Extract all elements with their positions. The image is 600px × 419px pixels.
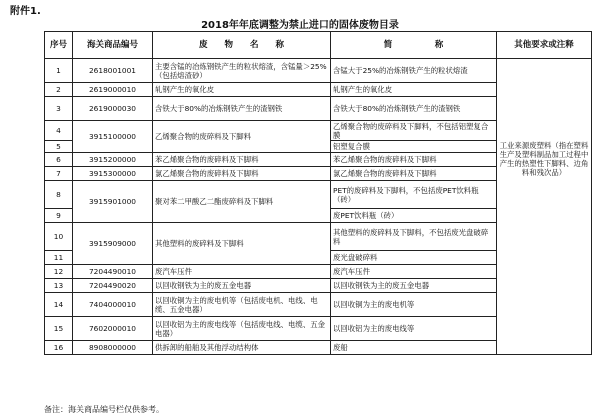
waste-catalog-table [44,31,592,355]
row-code: 3915100000 [73,121,153,153]
footnote: 备注：海关商品编号栏仅供参考。 [44,405,164,414]
row-short: 以回收铜为主的废电机等 [331,293,497,317]
row-no: 15 [45,317,73,341]
table-row [45,59,592,83]
row-code: 7602000010 [73,317,153,341]
row-short: 废PET饮料瓶（砖） [331,209,497,223]
row-code: 3915901000 [73,181,153,223]
document-title: 2018年年底调整为禁止进口的固体废物目录 [201,20,399,31]
row-short: 氯乙烯聚合物的废碎料及下脚料 [331,167,497,181]
row-short: 废船 [331,341,497,355]
row-no: 1 [45,59,73,83]
row-code: 2619000030 [73,97,153,121]
row-no: 16 [45,341,73,355]
row-code: 7404000010 [73,293,153,317]
row-name: 废汽车压件 [153,265,331,279]
col-header-no: 序号 [45,32,73,59]
row-name: 乙烯聚合物的废碎料及下脚料 [153,121,331,153]
row-name: 供拆卸的船舶及其他浮动结构体 [153,341,331,355]
table-header-row [45,32,592,59]
row-no: 12 [45,265,73,279]
row-name: 聚对苯二甲酸乙二酯废碎料及下脚料 [153,181,331,223]
row-no: 10 [45,223,73,251]
row-code: 7204490020 [73,279,153,293]
row-short: 苯乙烯聚合物的废碎料及下脚料 [331,153,497,167]
row-name: 苯乙烯聚合物的废碎料及下脚料 [153,153,331,167]
row-code: 3915909000 [73,223,153,265]
row-no: 9 [45,209,73,223]
row-name: 其他塑料的废碎料及下脚料 [153,223,331,265]
other-requirement-text: 工业来源废塑料（指在塑料生产及塑料制品加工过程中产生的热塑性下脚料、边角料和残次品） [499,140,589,177]
col-header-short: 简 称 [331,32,497,59]
row-name: 轧钢产生的氧化皮 [153,83,331,97]
other-requirement-cell [497,59,592,355]
row-short: 其他塑料的废碎料及下脚料，不包括废光盘破碎料 [331,223,497,251]
row-short: PET的废碎料及下脚料，不包括废PET饮料瓶（砖） [331,181,497,209]
row-no: 14 [45,293,73,317]
row-short: 以回收钢铁为主的废五金电器 [331,279,497,293]
row-short: 废汽车压件 [331,265,497,279]
row-no: 4 [45,121,73,141]
row-code: 2619000010 [73,83,153,97]
row-name: 以回收铜为主的废电机等（包括废电机、电线、电缆、五金电器） [153,293,331,317]
row-code: 3915200000 [73,153,153,167]
row-name: 以回收铝为主的废电线等（包括废电线、电缆、五金电器） [153,317,331,341]
row-short: 轧钢产生的氧化皮 [331,83,497,97]
row-name: 主要含锰的冶炼钢铁产生的粒状熔渣，含锰量＞25%（包括熔渣砂） [153,59,331,83]
row-no: 7 [45,167,73,181]
row-code: 8908000000 [73,341,153,355]
row-no: 6 [45,153,73,167]
row-name: 氯乙烯聚合物的废碎料及下脚料 [153,167,331,181]
row-short: 以回收铝为主的废电线等 [331,317,497,341]
row-no: 8 [45,181,73,209]
row-code: 3915300000 [73,167,153,181]
row-short: 铝塑复合膜 [331,141,497,153]
row-name: 含铁大于80%的冶炼钢铁产生的渣钢铁 [153,97,331,121]
row-short: 含铁大于80%的冶炼钢铁产生的渣钢铁 [331,97,497,121]
row-short: 废光盘破碎料 [331,251,497,265]
row-no: 13 [45,279,73,293]
row-name: 以回收钢铁为主的废五金电器 [153,279,331,293]
row-code: 2618001001 [73,59,153,83]
row-no: 3 [45,97,73,121]
col-header-other: 其他要求或注释 [497,32,592,59]
attachment-label: 附件1. [10,6,41,17]
col-header-name: 废 物 名 称 [153,32,331,59]
row-no: 2 [45,83,73,97]
row-no: 5 [45,141,73,153]
row-short: 乙烯聚合物的废碎料及下脚料，不包括铝塑复合膜 [331,121,497,141]
row-code: 7204490010 [73,265,153,279]
row-no: 11 [45,251,73,265]
col-header-code: 海关商品编号 [73,32,153,59]
row-short: 含锰大于25%的冶炼钢铁产生的粒状熔渣 [331,59,497,83]
